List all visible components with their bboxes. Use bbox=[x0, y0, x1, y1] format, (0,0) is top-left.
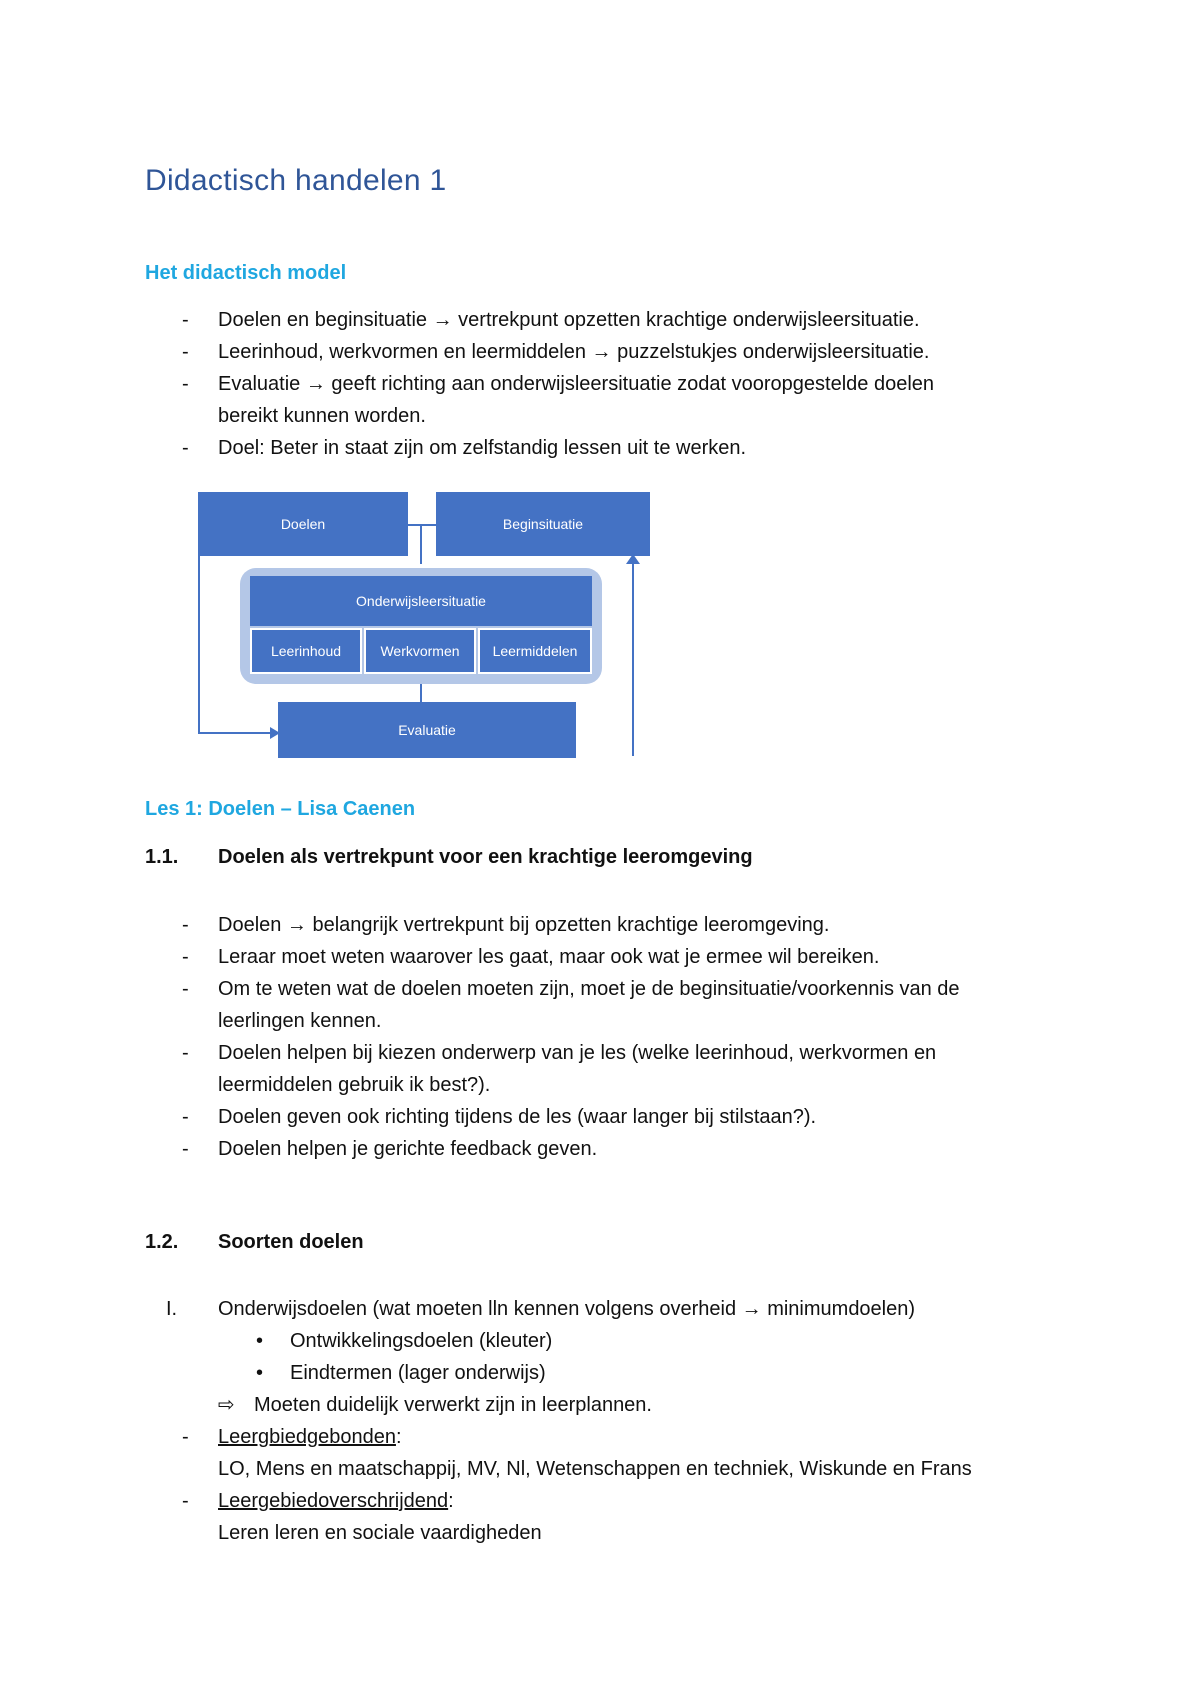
arrow-right-icon bbox=[270, 727, 280, 739]
bullet-dot: • bbox=[256, 1330, 264, 1352]
sub-list-item: Ontwikkelingsdoelen (kleuter) bbox=[290, 1330, 553, 1352]
beginsituatie-box: Beginsituatie bbox=[436, 492, 650, 556]
feedback-line-right bbox=[632, 560, 634, 756]
werkvormen-box: Werkvormen bbox=[364, 628, 476, 674]
leerinhoud-box: Leerinhoud bbox=[250, 628, 362, 674]
page-title: Didactisch handelen 1 bbox=[145, 164, 447, 197]
arrow-up-icon bbox=[626, 554, 640, 564]
bullet-dot: • bbox=[256, 1362, 264, 1384]
list-item: Leerinhoud, werkvormen en leermiddelen → puzzelstukjes onderwijsleersituatie. bbox=[218, 341, 930, 363]
list-item-continuation: leermiddelen gebruik ik best?). bbox=[218, 1074, 491, 1096]
doelen-box: Doelen bbox=[198, 492, 408, 556]
bullet-dash: - bbox=[182, 1490, 189, 1512]
list-item: Om te weten wat de doelen moeten zijn, moet je de beginsituatie/voorkennis van de bbox=[218, 978, 960, 1000]
connector-line bbox=[408, 524, 436, 526]
list-item-detail: LO, Mens en maatschappij, MV, Nl, Wetenschappen en techniek, Wiskunde en Frans bbox=[218, 1458, 972, 1480]
evaluatie-box: Evaluatie bbox=[278, 702, 576, 758]
list-item-detail: Leren leren en sociale vaardigheden bbox=[218, 1522, 542, 1544]
list-item-continuation: bereikt kunnen worden. bbox=[218, 405, 426, 427]
list-item: Doelen helpen je gerichte feedback geven. bbox=[218, 1138, 598, 1160]
list-item: Doel: Beter in staat zijn om zelfstandig lessen uit te werken. bbox=[218, 437, 747, 459]
leermiddelen-box: Leermiddelen bbox=[478, 628, 592, 674]
list-item: Leraar moet weten waarover les gaat, maar ook wat je ermee wil bereiken. bbox=[218, 946, 880, 968]
feedback-line-left bbox=[198, 556, 200, 734]
bullet-dash: - bbox=[182, 1138, 189, 1160]
list-item: Onderwijsdoelen (wat moeten lln kennen volgens overheid → minimumdoelen) bbox=[218, 1298, 916, 1320]
sub-list-item: Eindtermen (lager onderwijs) bbox=[290, 1362, 546, 1384]
section-title: Doelen als vertrekpunt voor een krachtige leeromgeving bbox=[218, 846, 753, 868]
bullet-dash: - bbox=[182, 1106, 189, 1128]
list-item-label bbox=[218, 1485, 454, 1517]
bullet-dash: - bbox=[182, 309, 189, 331]
section-number: 1.1. bbox=[145, 846, 179, 868]
didactisch-model-diagram bbox=[190, 484, 660, 774]
section-heading-model: Het didactisch model bbox=[145, 262, 347, 284]
bullet-dash: - bbox=[182, 1042, 189, 1064]
section-title: Soorten doelen bbox=[218, 1231, 364, 1253]
list-item: Doelen helpen bij kiezen onderwerp van je les (welke leerinhoud, werkvormen en bbox=[218, 1042, 937, 1064]
bullet-dash: - bbox=[182, 1426, 189, 1448]
list-item: Doelen en beginsituatie → vertrekpunt opzetten krachtige onderwijsleersituatie. bbox=[218, 309, 920, 331]
underlined-label: Leergebiedoverschrijdend bbox=[218, 1490, 449, 1512]
bullet-dash: - bbox=[182, 341, 189, 363]
list-item: Doelen → belangrijk vertrekpunt bij opzetten krachtige leeromgeving. bbox=[218, 914, 830, 936]
list-item: Evaluatie → geeft richting aan onderwijsleersituatie zodat vooropgestelde doelen bbox=[218, 373, 935, 395]
label-colon: : bbox=[448, 1490, 454, 1512]
section-heading-les1: Les 1: Doelen – Lisa Caenen bbox=[145, 798, 416, 820]
label-colon: : bbox=[395, 1426, 402, 1448]
bullet-dash: - bbox=[182, 914, 189, 936]
bullet-dash: - bbox=[182, 946, 189, 968]
onderwijsleersituatie-box: Onderwijsleersituatie bbox=[250, 576, 592, 626]
list-item: Doelen geven ook richting tijdens de les (waar langer bij stilstaan?). bbox=[218, 1106, 817, 1128]
connector-line bbox=[420, 684, 422, 702]
connector-line bbox=[420, 524, 422, 564]
section-number: 1.2. bbox=[145, 1231, 179, 1253]
underlined-label: Leergbiedgebonden bbox=[218, 1426, 396, 1448]
arrow-right-icon: ⇨ bbox=[218, 1394, 235, 1416]
list-item-continuation: leerlingen kennen. bbox=[218, 1010, 382, 1032]
roman-numeral: I. bbox=[166, 1298, 178, 1320]
list-item-label bbox=[218, 1421, 402, 1453]
feedback-line-left bbox=[198, 732, 278, 734]
arrow-note: Moeten duidelijk verwerkt zijn in leerplannen. bbox=[254, 1394, 652, 1416]
bullet-dash: - bbox=[182, 978, 189, 1000]
bullet-dash: - bbox=[182, 373, 189, 395]
bullet-dash: - bbox=[182, 437, 189, 459]
